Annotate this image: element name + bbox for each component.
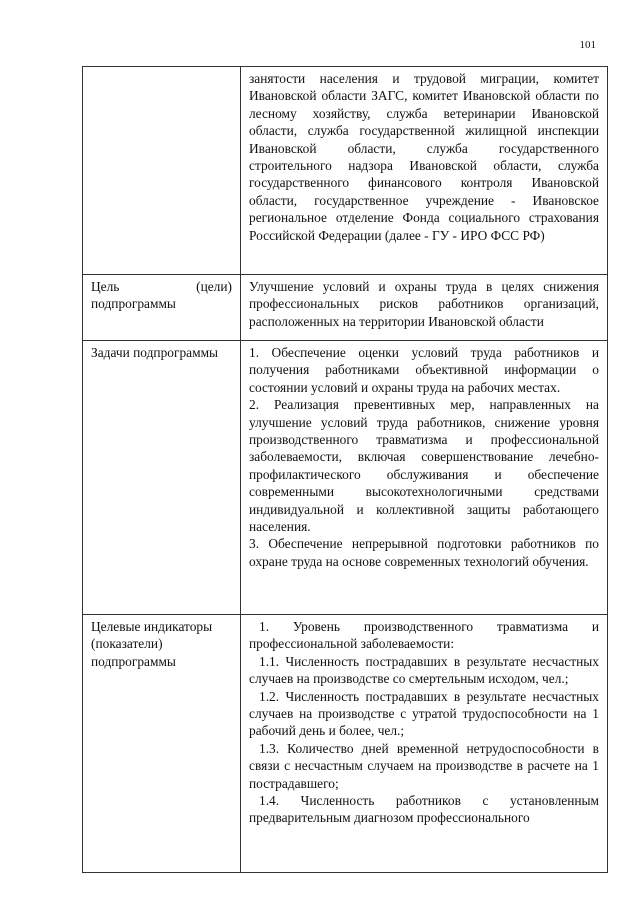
- indicator-item-1-2: 1.2. Численность пострадавших в результате несчастных случаев на производстве с утратой трудоспособности на 1 рабочий день и более, чел.;: [249, 688, 599, 739]
- indicator-item-1-3: 1.3. Количество дней временной нетрудоспособности в связи с несчастным случаем на производстве в расчете на 1 пострадавшего;: [249, 740, 599, 791]
- indicator-item-1-4: 1.4. Численность работников с установленным предварительным диагнозом профессионального: [249, 793, 599, 826]
- row-label-empty: [83, 67, 241, 275]
- executors-continuation-text: занятости населения и трудовой миграции, комитет Ивановской области ЗАГС, комитет Ивановской области по лесному хозяйству, служба ветеринарии Ивановской области, служба государственной жилищной инспекции Ивановской области, служба государственного строительного надзора Ивановской области, служба государственного финансового контроля Ивановской области, государственное учреждение - Ивановское региональное отделение Фонда социального страхования Российской Федерации (далее - ГУ - ИРО ФСС РФ): [249, 71, 599, 243]
- task-item-2: 2. Реализация превентивных мер, направленных на улучшение условий труда работников, снижение уровня производственного травматизма и профессиональной заболеваемости, включая совершенствование лечебно-профилактического обслуживания и обеспечение современными высокотехнологичными средствами индивидуальной и коллективной защиты работающего населения.: [249, 397, 599, 535]
- goal-cell: [241, 275, 608, 341]
- table-row-goal: [83, 275, 608, 341]
- goal-text: Улучшение условий и охраны труда в целях снижения профессиональных рисков работников организаций, расположенных на территории Ивановской области: [249, 279, 599, 329]
- indicators-label: Целевые индикаторы (показатели) подпрограммы: [83, 615, 241, 873]
- task-item-1: 1. Обеспечение оценки условий труда работников и получения работниками объективной информации о состоянии условий и охраны труда на рабочих местах.: [249, 345, 599, 395]
- indicators-cell: [241, 615, 608, 873]
- table-row-continuation: [83, 67, 608, 275]
- tasks-cell: [241, 341, 608, 615]
- indicator-item-1-1: 1.1. Численность пострадавших в результате несчастных случаев на производстве со смертельным исходом, чел.;: [249, 653, 599, 687]
- table-row-indicators: [83, 615, 608, 873]
- task-item-3: 3. Обеспечение непрерывной подготовки работников по охране труда на основе современных технологий обучения.: [249, 536, 599, 569]
- executors-continuation-cell: [241, 67, 608, 275]
- tasks-label: Задачи подпрограммы: [83, 341, 241, 615]
- table-row-tasks: [83, 341, 608, 615]
- page-number: 101: [579, 39, 596, 51]
- goal-label: Цель (цели) подпрограммы: [83, 275, 241, 341]
- passport-table: [82, 66, 608, 873]
- indicator-item-1: 1. Уровень производственного травматизма и профессиональной заболеваемости:: [249, 619, 599, 652]
